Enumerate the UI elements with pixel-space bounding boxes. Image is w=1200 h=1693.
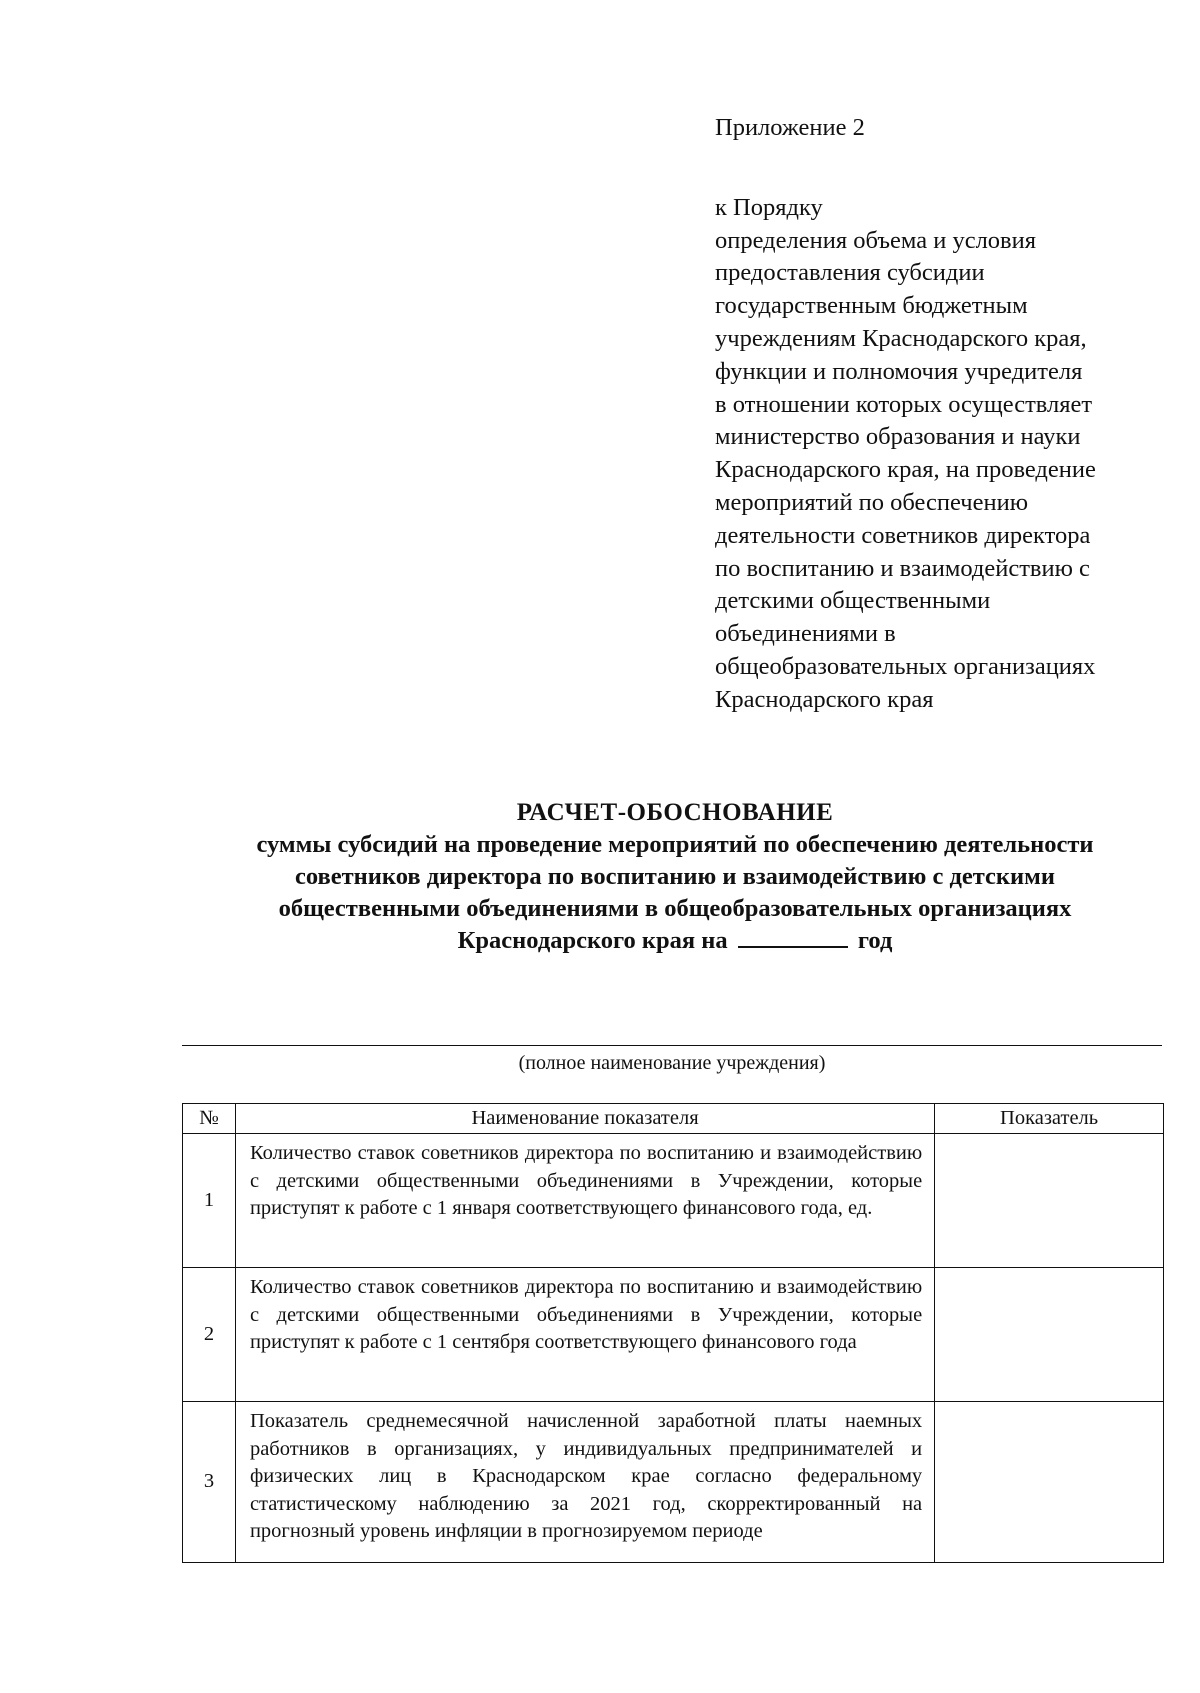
annex-text <box>715 192 1185 717</box>
annex-line: по воспитанию и взаимодействию с <box>715 554 1090 582</box>
table-header-row <box>183 1104 1164 1134</box>
row-indicator-name: Количество ставок советников директора по воспитанию и взаимодействию с детскими общественными объединениями в Учреждении, которые приступят к работе с 1 января соответствующего финансового года, ед. <box>235 1134 934 1268</box>
annex-line: деятельности советников директора <box>715 521 1091 549</box>
row-number: 1 <box>183 1134 236 1268</box>
row-indicator-name: Показатель среднемесячной начисленной заработной платы наемных работников в организациях, у индивидуальных предпринимателей и физических лиц в Краснодарском крае согласно федеральному статистическому наблюдению за 2021 год, скорректированный на прогнозный уровень инфляции в прогнозируемом периоде <box>235 1402 934 1563</box>
annex-title: Приложение 2 <box>715 114 865 141</box>
header-value: Показатель <box>935 1104 1164 1134</box>
subtitle-line: общественными объединениями в общеобразовательных организациях <box>278 895 1072 922</box>
annex-line: министерство образования и науки <box>715 423 1081 451</box>
table-row <box>183 1134 1164 1268</box>
org-name-rule <box>182 1045 1162 1046</box>
indicators-table <box>182 1103 1164 1563</box>
table-row <box>183 1402 1164 1563</box>
annex-line: в отношении которых осуществляет <box>715 390 1093 418</box>
header-name: Наименование показателя <box>235 1104 934 1134</box>
year-blank-field <box>738 926 848 948</box>
subtitle-region: Краснодарского края на <box>457 927 728 954</box>
header-num: № <box>183 1104 236 1134</box>
annex-line: к Порядку <box>715 193 823 221</box>
row-indicator-value <box>935 1134 1164 1268</box>
annex-line: Краснодарского края <box>715 685 934 713</box>
document-heading <box>160 797 1190 957</box>
annex-line: функции и полномочия учредителя <box>715 357 1083 385</box>
org-name-caption: (полное наименование учреждения) <box>518 1052 826 1074</box>
subtitle-last-line <box>160 925 1190 957</box>
annex-line: детскими общественными <box>715 587 991 615</box>
row-indicator-value <box>935 1268 1164 1402</box>
annex-line: определения объема и условия <box>715 226 1036 254</box>
annex-line: предоставления субсидии <box>715 259 985 287</box>
subtitle-year-word: год <box>857 927 893 954</box>
annex-block <box>715 112 1185 717</box>
document-subtitle <box>160 829 1190 957</box>
annex-line: учреждениям Краснодарского края, <box>715 324 1087 352</box>
row-number: 2 <box>183 1268 236 1402</box>
subtitle-line: советников директора по воспитанию и взаимодействию с детскими <box>295 863 1055 890</box>
subtitle-line: суммы субсидий на проведение мероприятий по обеспечению деятельности <box>256 831 1094 858</box>
annex-line: объединениями в <box>715 620 896 648</box>
annex-line: мероприятий по обеспечению <box>715 488 1029 516</box>
annex-line: общеобразовательных организациях <box>715 652 1096 680</box>
annex-line: государственным бюджетным <box>715 292 1028 320</box>
annex-line: Краснодарского края, на проведение <box>715 456 1096 484</box>
table-row <box>183 1268 1164 1402</box>
document-title: РАСЧЕТ-ОБОСНОВАНИЕ <box>516 799 834 826</box>
row-number: 3 <box>183 1402 236 1563</box>
row-indicator-value <box>935 1402 1164 1563</box>
row-indicator-name: Количество ставок советников директора по воспитанию и взаимодействию с детскими общественными объединениями в Учреждении, которые приступят к работе с 1 сентября соответствующего финансового года <box>235 1268 934 1402</box>
